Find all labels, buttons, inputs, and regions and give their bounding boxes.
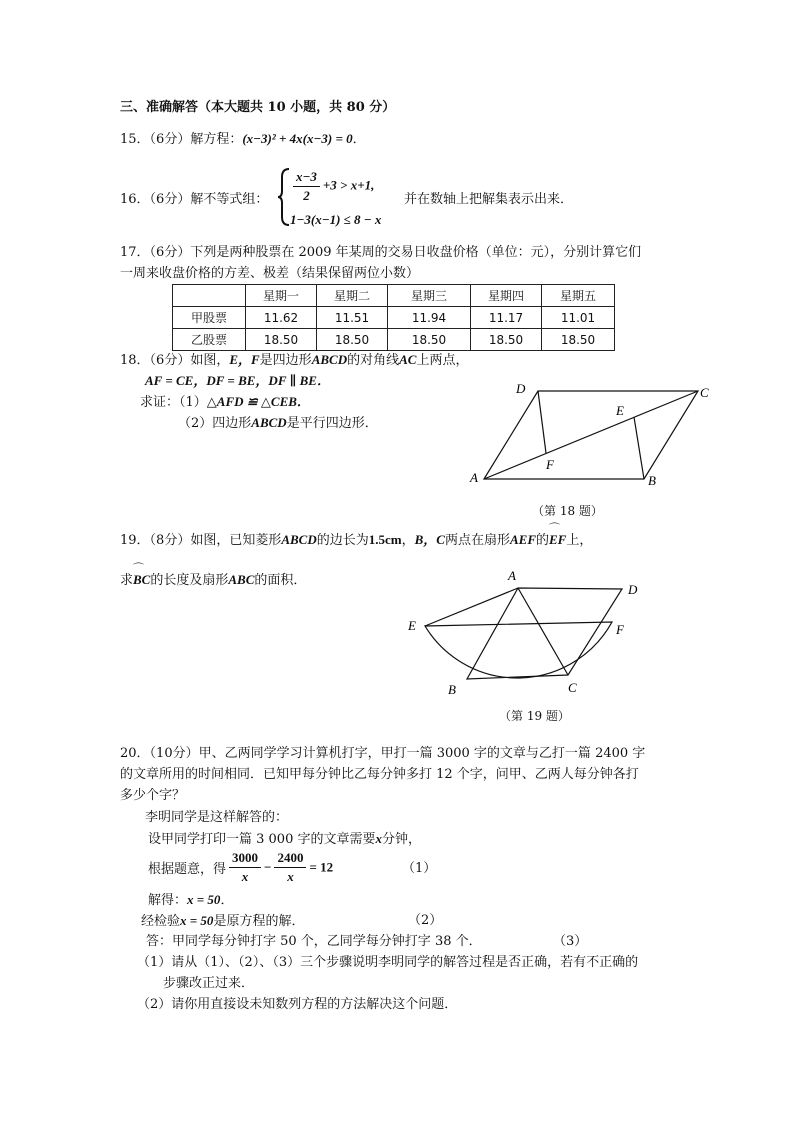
q20-solution-solve: 解得：x = 50． xyxy=(148,892,234,908)
table-cell: 甲股票 xyxy=(173,307,246,329)
q20-line-3: 多少个字？ xyxy=(120,788,186,803)
label-f: F xyxy=(546,457,554,472)
figure-19-caption: （第 19 题） xyxy=(499,709,570,723)
label-f: F xyxy=(616,622,624,637)
q20-solution-answer: 答：甲同学每分钟打字 50 个，乙同学每分钟打字 38 个． xyxy=(146,934,482,949)
q20-task-1-line-1: （1）请从（1）、（2）、（3）三个步骤说明李明同学的解答过程是否正确，若有不正确的 xyxy=(137,955,639,970)
system-brace xyxy=(277,167,291,227)
label-c: C xyxy=(700,385,709,400)
q20-solution-intro: 李明同学是这样解答的： xyxy=(145,810,289,825)
q16-inequality-1: $\frac{x-3}{2}$ +3 > x+1, xyxy=(290,168,374,205)
label-e: E xyxy=(616,403,624,418)
table-cell: 星期一 xyxy=(246,285,317,307)
label-d: D xyxy=(628,582,638,597)
q15-text: 解方程： xyxy=(190,132,243,147)
table-cell: 星期三 xyxy=(388,285,471,307)
table-cell: 乙股票 xyxy=(173,329,246,351)
q18-line-1: 18．（6分）如图，E，F是四边形ABCD的对角线AC上两点， xyxy=(120,352,469,368)
figure-18-caption: （第 18 题） xyxy=(532,504,603,518)
q20-line-2: 的文章所用的时间相同．已知甲每分钟比乙每分钟多打 12 个字，问甲、乙两人每分钟各打 xyxy=(120,767,639,782)
table-row xyxy=(173,329,615,351)
q20-step-2: （2） xyxy=(408,913,443,928)
q18-prove-1: 求证：（1）△AFD ≌ △CEB． xyxy=(140,394,310,410)
table-cell: 星期二 xyxy=(317,285,388,307)
q17-line-1: 17．（6分）下列是两种股票在 2009 年某周的交易日收盘价格（单位：元），分别计算它们 xyxy=(120,245,642,260)
q19-line-1: 19．（8分）如图，已知菱形ABCD的边长为1.5cm，B，C两点在扇形AEF的⌒ EF上， xyxy=(120,530,592,551)
q15-equation: (x−3)² + 4x(x−3) = 0 xyxy=(242,131,353,146)
segment-df xyxy=(538,391,546,453)
label-a: A xyxy=(470,470,478,485)
figure-19 xyxy=(400,562,660,702)
table-cell: 18.50 xyxy=(471,329,542,351)
diagonal-ac xyxy=(484,391,698,479)
q20-task-1-line-2: 步骤改正过来． xyxy=(163,976,255,991)
table-cell: 11.17 xyxy=(471,307,542,329)
q20-solution-let: 设甲同学打印一篇 3 000 字的文章需要x分钟， xyxy=(148,831,421,847)
table-cell: 11.94 xyxy=(388,307,471,329)
q20-step-3: （3） xyxy=(553,934,588,949)
table-cell: 18.50 xyxy=(317,329,388,351)
q19-line-2: 求⌒ BC的长度及扇形ABC的面积． xyxy=(120,570,306,591)
q20-line-1: 20．（10分）甲、乙两同学学习计算机打字，甲打一篇 3000 字的文章与乙打一篇 2400 字 xyxy=(120,746,646,761)
table-cell: 11.01 xyxy=(542,307,615,329)
q15-score: （6分） xyxy=(149,132,191,147)
table-row xyxy=(173,307,615,329)
radius-ae xyxy=(425,588,518,626)
q20-task-2: （2）请你用直接设未知数列方程的方法解决这个问题． xyxy=(137,997,458,1012)
table-cell: 星期五 xyxy=(542,285,615,307)
q16-instruction: 并在数轴上把解集表示出来． xyxy=(404,192,574,207)
table-header-row xyxy=(173,285,615,307)
label-e: E xyxy=(408,618,416,633)
section-title: 三、准确解答（本大题共 10 小题，共 80 分） xyxy=(120,100,396,115)
q16-label: 16．（6分）解不等式组： xyxy=(120,192,269,207)
q20-step-1: （1） xyxy=(402,861,437,876)
q15-number: 15． xyxy=(120,132,150,147)
table-cell: 星期四 xyxy=(471,285,542,307)
stock-price-table xyxy=(172,284,615,351)
table-cell: 11.62 xyxy=(246,307,317,329)
table-cell: 18.50 xyxy=(542,329,615,351)
q18-conditions: AF = CE，DF = BE，DF ∥ BE． xyxy=(145,373,330,388)
table-cell: 11.51 xyxy=(317,307,388,329)
q16-inequality-2: 1−3(x−1) ≤ 8 − x xyxy=(290,212,382,227)
label-a: A xyxy=(508,568,516,583)
question-15: 15．（6分）解方程：(x−3)² + 4x(x−3) = 0． xyxy=(120,131,366,147)
q20-solution-equation: 根据题意，得 $\frac{3000}{x}$ − $\frac{2400}{x}$ = 12 xyxy=(148,850,334,884)
label-d: D xyxy=(516,381,526,396)
label-c: C xyxy=(568,680,577,695)
q17-line-2: 一周来收盘价格的方差、极差（结果保留两位小数） xyxy=(120,266,420,281)
table-cell xyxy=(173,285,246,307)
q18-prove-2: （2）四边形ABCD是平行四边形． xyxy=(178,415,378,431)
q20-solution-check: 经检验x = 50是原方程的解． xyxy=(141,913,305,929)
table-cell: 18.50 xyxy=(388,329,471,351)
segment-be xyxy=(634,417,644,479)
table-cell: 18.50 xyxy=(246,329,317,351)
diagonal-ac xyxy=(518,588,568,675)
label-b: B xyxy=(448,682,456,697)
figure-18 xyxy=(460,375,720,495)
label-b: B xyxy=(648,473,656,488)
